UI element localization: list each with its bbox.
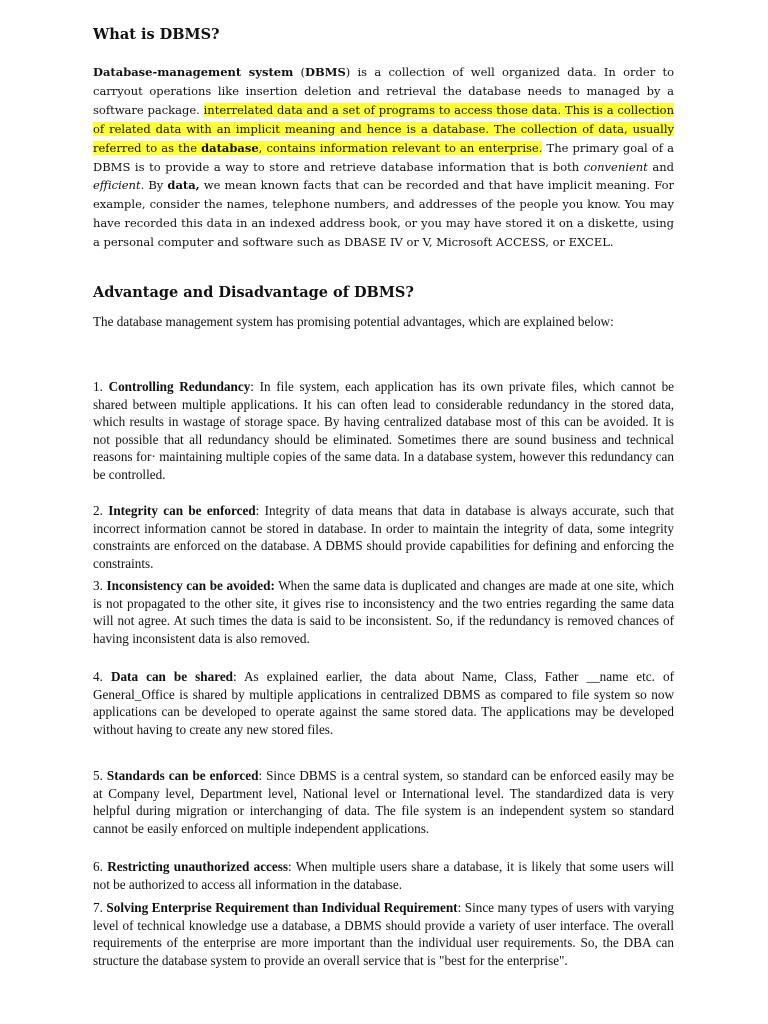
item-heading: Solving Enterprise Requirement than Individual Requirement [106,900,458,915]
intro-text: The primary goal of a DBMS is to provide a way to store and retrieve database information that is both [93,140,674,174]
item-number: 5. [93,768,107,783]
item-text: : As explained earlier, the data about Name, Class, Father __name etc. of General_Office is shared by multiple applications in centralized DBMS as compared to file system so now applications can be developed to operate against the same stored data. The applications may be developed without having to create any new stored files. [93,669,674,737]
item-text: When the same data is duplicated and changes are made at one site, which is not propagated to the other site, it gives rise to inconsistency and the two entries regarding the same data will not agree. At such times the data is said to be inconsistent. So, if the redundancy is removed chances of having inconsistent data is also removed. [93,578,674,646]
intro-text: and [647,159,674,174]
list-item [93,577,674,647]
emphasis-text: convenient [583,159,648,174]
item-heading: Inconsistency can be avoided: [106,578,275,593]
item-heading: Data can be shared [110,669,234,684]
item-number: 3. [93,578,107,593]
section-heading: Advantage and Disadvantage of DBMS? [93,284,414,301]
item-text: : In file system, each application has its own private files, which cannot be shared between multiple applications. It his can often lead to considerable redundancy in the stored data, which results in wastage of storage space. By having centralized database most of this can be avoided. It is not possible that all redundancy should be eliminated. Sometimes there are sound business and technical reasons for· maintaining multiple copies of the same data. In a database system, however this redundancy can be controlled. [93,379,675,482]
list-item [93,668,674,738]
item-number: 7. [93,900,107,915]
highlight-bold: database [201,140,259,155]
item-heading: Restricting unauthorized access [107,859,289,874]
intro-text: . By [140,178,168,193]
list-item [93,767,674,837]
item-heading: Standards can be enforced [106,768,259,783]
item-text: : Integrity of data means that data in database is always accurate, such that incorrect information cannot be stored in database. In order to maintain the integrity of data, some integrity constraints are enforced on the database. A DBMS should provide capabilities for defining and enforcing the constraints. [93,503,675,571]
intro-text: ( [293,65,306,79]
item-number: 4. [93,669,111,684]
intro-paragraph [93,63,674,252]
item-text: : Since many types of users with varying level of technical knowledge use a database, a DBMS should provide a variety of user interface. The overall requirements of the enterprise are more important than the individual user requirements. So, the DBA can structure the database system to provide an overall service that is "best for the enterprise". [93,900,675,968]
lead-paragraph: The database management system has promising potential advantages, which are explained below: [93,314,614,329]
item-text: : When multiple users share a database, it is likely that some users will not be authorized to access all information in the database. [93,859,674,892]
item-number: 1. [93,379,109,394]
highlight-text: interrelated data and a set of programs to access those data. This is a collection of related data with an implicit meaning and hence is a database. The collection of data, usually referred to as the [93,102,674,155]
intro-term: Database-management system [93,65,294,79]
intro-text: we mean known facts that can be recorded and that have implicit meaning. For example, consider the names, telephone numbers, and addresses of the people you know. You may have recorded this data in an indexed address book, or you may have stored it on a diskette, using a personal computer and software such as DBASE IV or V, Microsoft ACCESS, or EXCEL. [93,178,674,250]
emphasis-text: efficient [93,178,141,193]
highlight-text: , contains information relevant to an enterprise. [258,140,543,155]
bold-text: data, [167,178,200,193]
item-number: 6. [93,859,108,874]
item-heading: Integrity can be enforced [108,503,256,518]
item-heading: Controlling Redundancy [108,379,251,394]
intro-abbr: DBMS [305,65,346,79]
intro-text: ) is a collection of well organized data. In order to carryout operations like insertion deletion and retrieval the database needs to managed by a software package. [93,65,675,117]
list-item [93,858,674,893]
item-text: : Since DBMS is a central system, so standard can be enforced easily may be at Company level, Department level, National level or International level. The standardized data is very helpful during migration or interchanging of data. The file system is an independent system so standard cannot be easily enforced on multiple independent applications. [93,768,674,836]
item-number: 2. [93,503,109,518]
list-item [93,378,674,484]
page-title: What is DBMS? [93,26,220,43]
list-item [93,502,674,572]
list-item [93,899,674,969]
